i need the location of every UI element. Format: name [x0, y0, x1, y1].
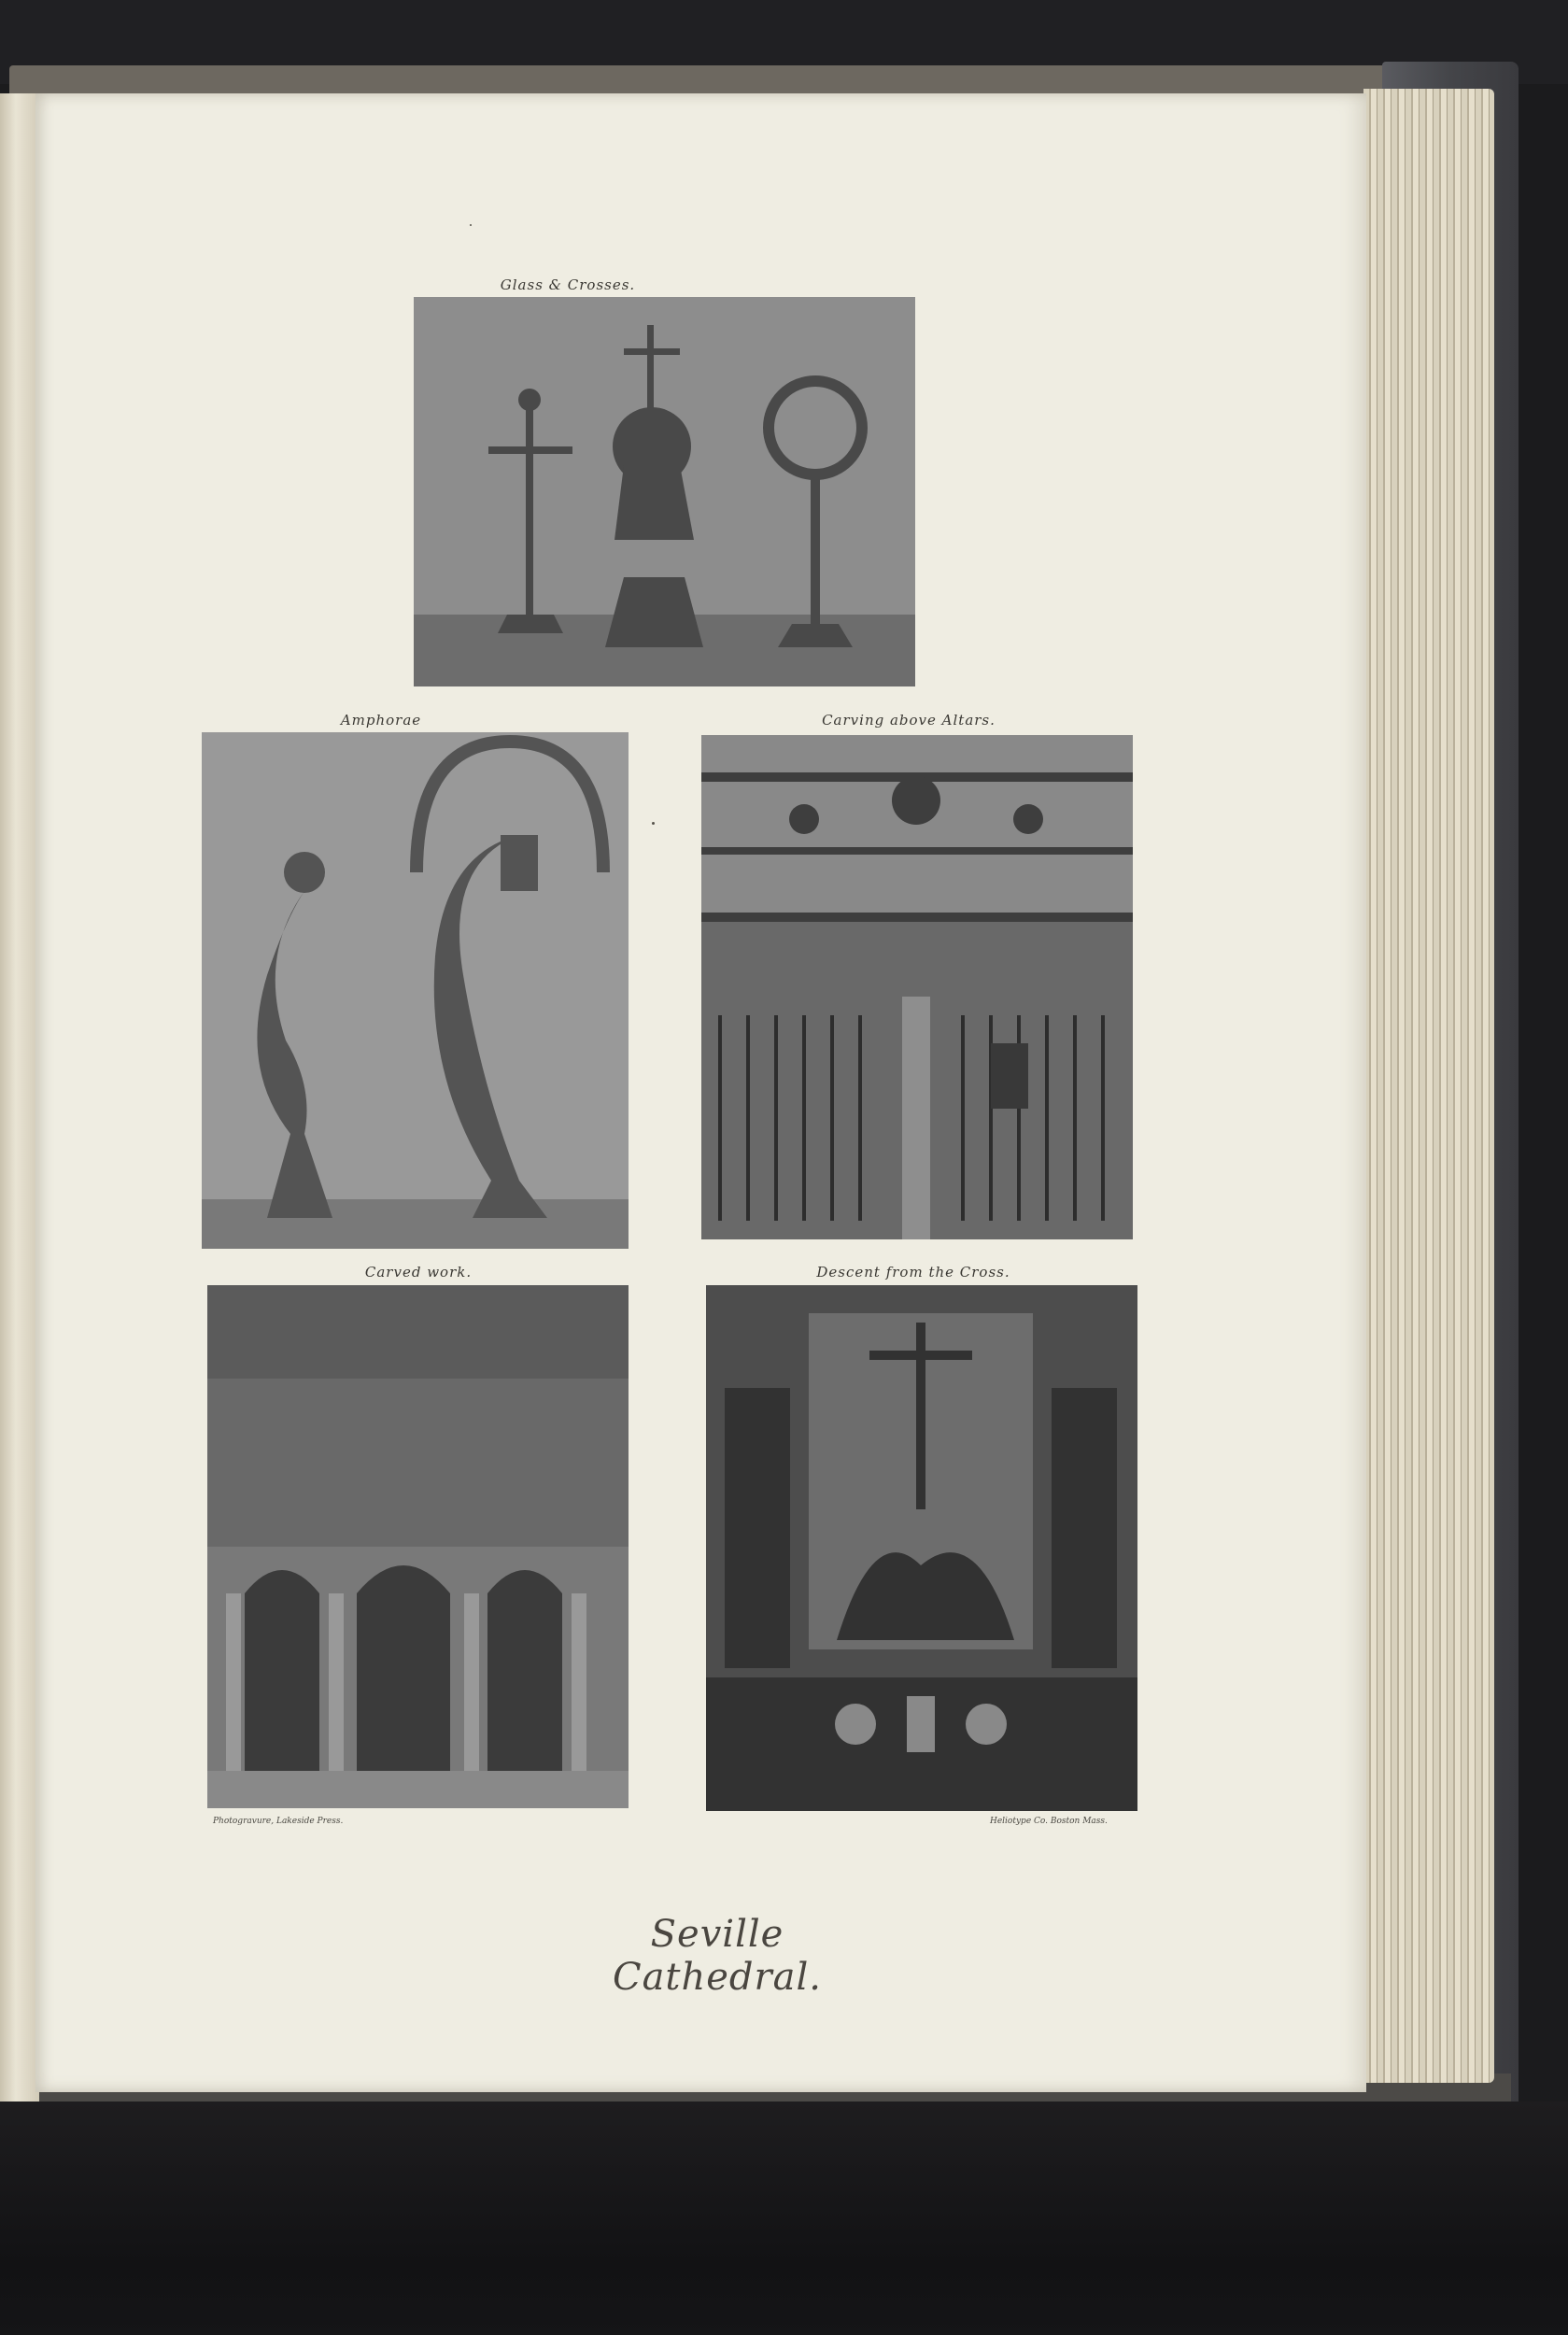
plate-title: Seville Cathedral.	[612, 1913, 823, 1999]
photo-amphorae	[202, 732, 629, 1249]
photo-carving-altars	[701, 735, 1133, 1239]
paper-speck	[652, 822, 655, 825]
caption-glass-crosses: Glass & Crosses.	[500, 276, 636, 293]
caption-carved-work: Carved work.	[364, 1264, 473, 1281]
photo-glass-crosses	[414, 297, 915, 686]
left-page-edge	[0, 93, 39, 2102]
backdrop-bottom	[0, 2102, 1568, 2335]
photo-carved-work	[207, 1285, 629, 1808]
paper-speck	[470, 224, 472, 226]
page-edges	[1363, 89, 1494, 2083]
caption-descent: Descent from the Cross.	[816, 1264, 1010, 1281]
photo-descent	[706, 1285, 1137, 1811]
caption-amphorae: Amphorae	[340, 712, 422, 729]
credit-right: Heliotype Co. Boston Mass.	[990, 1817, 1108, 1826]
book-page	[35, 93, 1366, 2092]
credit-left: Photogravure, Lakeside Press.	[213, 1817, 344, 1826]
caption-carving-altars: Carving above Altars.	[822, 712, 996, 729]
